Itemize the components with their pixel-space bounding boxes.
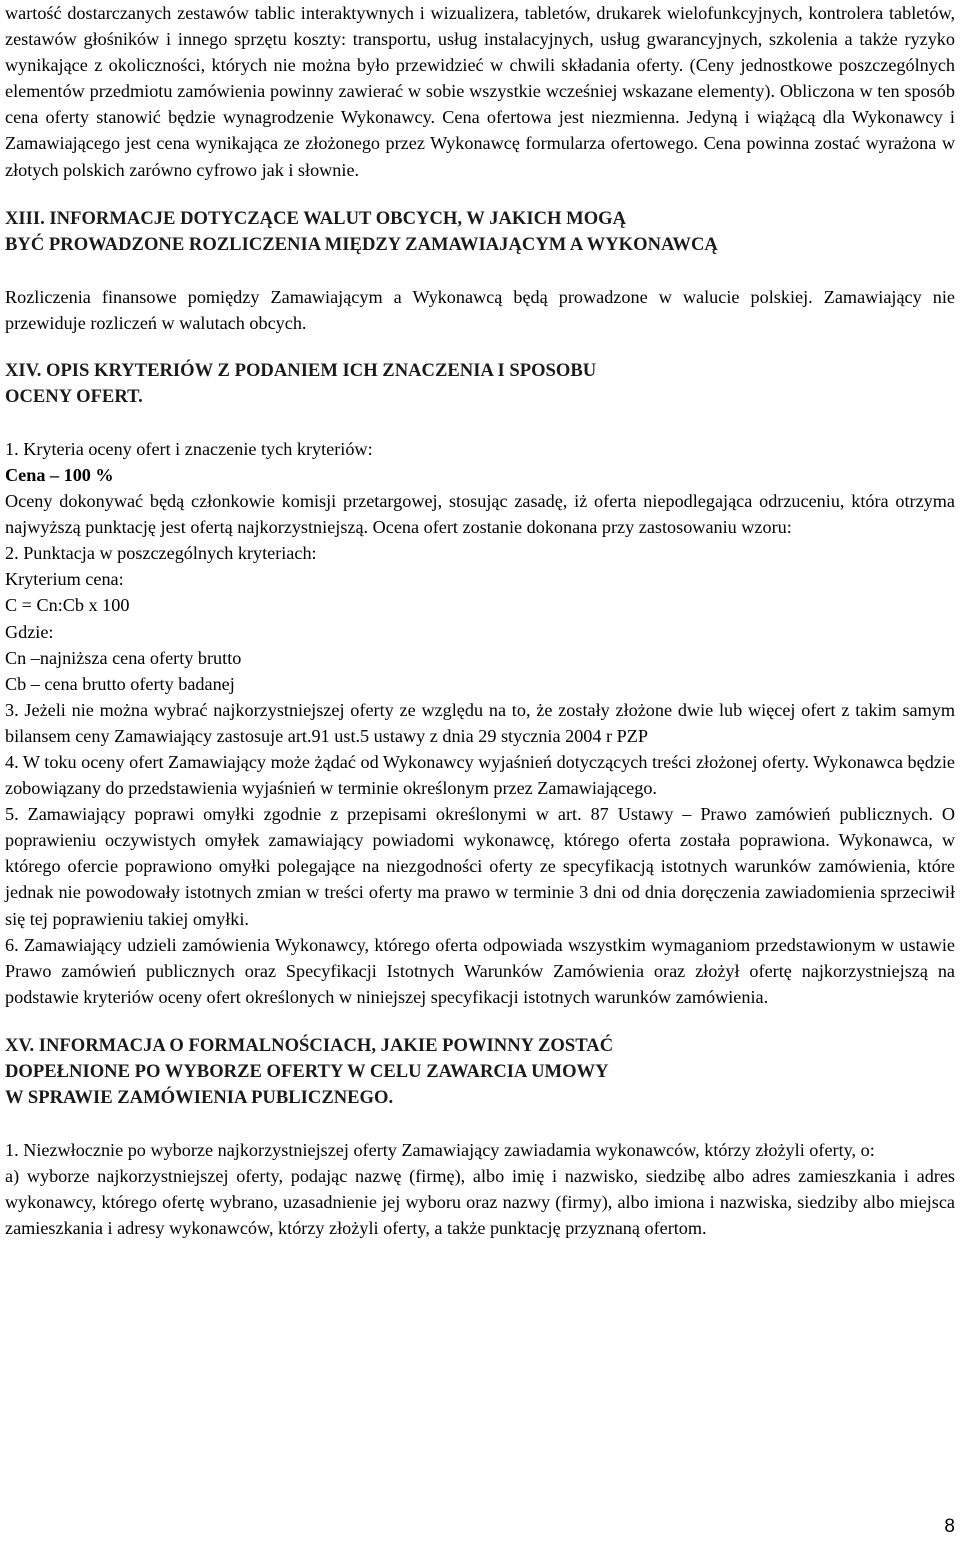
section-xv-heading — [5, 1033, 955, 1111]
section-xv-heading-line3: W SPRAWIE ZAMÓWIENIA PUBLICZNEGO. — [5, 1086, 394, 1108]
section-xv-heading-line1: XV. INFORMACJA O FORMALNOŚCIACH, JAKIE POWINNY ZOSTAĆ — [5, 1034, 614, 1056]
criteria-body: Oceny dokonywać będą członkowie komisji przetargowej, stosując zasadę, iż oferta niepodlegająca odrzuceniu, która otrzyma najwyższą punktację jest ofertą najkorzystniejszą. Ocena ofert zostanie dokonana przy zastosowaniu wzoru: — [5, 491, 955, 538]
item-6: 6. Zamawiający udzieli zamówienia Wykonawcy, którego oferta odpowiada wszystkim wymaganiom przedstawionym w ustawie Prawo zamówień publicznych oraz Specyfikacji Istotnych Warunków Zamówienia oraz złożył ofertę najkorzystniejszą na podstawie kryteriów oceny ofert określonych w niniejszej specyfikacji istotnych warunków zamówienia. — [5, 934, 955, 1007]
section-xv — [5, 1033, 955, 1241]
section-xiii — [5, 206, 955, 336]
item-5: 5. Zamawiający poprawi omyłki zgodnie z przepisami określonymi w art. 87 Ustawy – Prawo zamówień publicznych. O poprawieniu oczywistych omyłek zamawiający powiadomi wykonawcę, którego oferta została poprawiona. Wykonawca, w którego ofercie poprawiono omyłki polegające na niezgodności oferty ze specyfikacją istotnych warunków zamówienia, które jednak nie powodowały istotnych zmian w treści oferty ma prawo w terminie 3 dni od dnia doręczenia zawiadomienia sprzeciwił się tej poprawieniu takiej omyłki. — [5, 804, 955, 929]
score-formula: C = Cn:Cb x 100 — [5, 595, 130, 616]
notification-item-1: 1. Niezwłocznie po wyborze najkorzystniejszej oferty Zamawiający zawiadamia wykonawców, którzy złożyli oferty, o: — [5, 1139, 875, 1160]
section-xiii-heading — [5, 206, 955, 258]
section-xiv — [5, 358, 955, 1010]
document-page — [5, 0, 955, 1241]
page-number: 8 — [944, 1516, 955, 1537]
notification-item-a: a) wyborze najkorzystniejszej oferty, podając nazwę (firmę), albo imię i nazwisko, siedzibę albo adres zamieszkania i adres wykonawcy, którego ofertę wybrano, uzasadnienie jej wyboru oraz nazwy (firmy), albo imiona i nazwiska, siedziby albo miejsca zamieszkania i adresy wykonawców, którzy złożyli oferty, a także punktację przyznaną ofertom. — [5, 1166, 955, 1239]
criterion-price: Kryterium cena: — [5, 569, 124, 590]
intro-paragraph: wartość dostarczanych zestawów tablic interaktywnych i wizualizera, tabletów, drukarek wielofunkcyjnych, kontrolera tabletów, zestawów głośników i innego sprzętu koszty: transportu, usług instalacyjnych, usług gwarancyjnych, szkolenia a także ryzyko wynikające z okoliczności, których nie można było przewidzieć w chwili składania oferty. (Ceny jednostkowe poszczególnych elementów przedmiotu zamówienia powinny zawierać w sobie wszystkie wcześniej wskazane elementy). Obliczona w ten sposób cena oferty stanowić będzie wynagrodzenie Wykonawcy. Cena ofertowa jest niezmienna. Jedyną i wiążącą dla Wykonawcy i Zamawiającego jest cena wynikająca ze złożonego przez Wykonawcę formularza ofertowego. Cena powinna zostać wyrażona w złotych polskich zarówno cyfrowo jak i słownie. — [5, 3, 955, 180]
criteria-title: 1. Kryteria oceny ofert i znaczenie tych kryteriów: — [5, 438, 373, 459]
section-xiv-heading — [5, 358, 955, 410]
section-xiv-heading-line1: XIV. OPIS KRYTERIÓW Z PODANIEM ICH ZNACZENIA I SPOSOBU — [5, 359, 597, 381]
where-label: Gdzie: — [5, 621, 54, 642]
cn-definition: Cn –najniższa cena oferty brutto — [5, 647, 242, 668]
scoring-title: 2. Punktacja w poszczególnych kryteriach: — [5, 543, 317, 564]
cena-weight: Cena – 100 % — [5, 464, 114, 485]
cb-definition: Cb – cena brutto oferty badanej — [5, 673, 235, 694]
section-xv-heading-line2: DOPEŁNIONE PO WYBORZE OFERTY W CELU ZAWARCIA UMOWY — [5, 1060, 609, 1082]
section-xiii-body: Rozliczenia finansowe pomiędzy Zamawiającym a Wykonawcą będą prowadzone w walucie polskiej. Zamawiający nie przewiduje rozliczeń w walutach obcych. — [5, 286, 955, 333]
item-3: 3. Jeżeli nie można wybrać najkorzystniejszej oferty ze względu na to, że zostały złożone dwie lub więcej ofert z takim samym bilansem ceny Zamawiający zastosuje art.91 ust.5 ustawy z dnia 29 stycznia 2004 r PZP — [5, 699, 955, 746]
section-xiv-heading-line2: OCENY OFERT. — [5, 385, 143, 407]
section-xiii-heading-line2: BYĆ PROWADZONE ROZLICZENIA MIĘDZY ZAMAWIAJĄCYM A WYKONAWCĄ — [5, 233, 718, 255]
section-xiii-heading-line1: XIII. INFORMACJE DOTYCZĄCE WALUT OBCYCH, W JAKICH MOGĄ — [5, 207, 627, 229]
item-4: 4. W toku oceny ofert Zamawiający może żądać od Wykonawcy wyjaśnień dotyczących treści złożonej oferty. Wykonawca będzie zobowiązany do przedstawienia wyjaśnień w terminie określonym przez Zamawiającego. — [5, 751, 955, 799]
